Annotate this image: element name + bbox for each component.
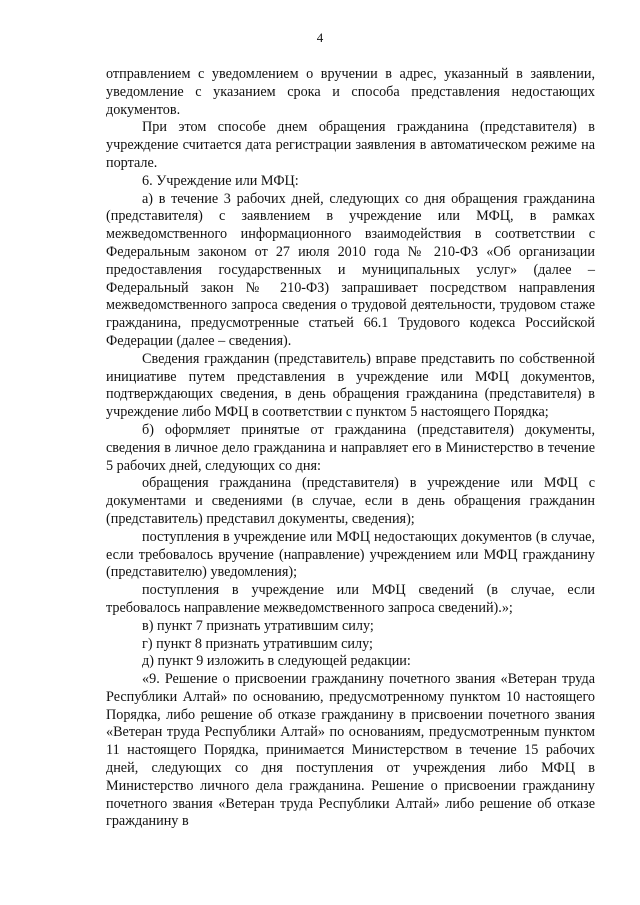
paragraph: отправлением с уведомлением о вручении в адрес, указанный в заявлении, уведомление с указанием срока и способа представления недостающих документов. xyxy=(106,66,595,118)
paragraph: поступления в учреждение или МФЦ недостающих документов (в случае, если требовалось вручение (направление) учреждением или МФЦ гражданину (представителю) уведомления); xyxy=(106,528,595,581)
paragraph: «9. Решение о присвоении гражданину почетного звания «Ветеран труда Республики Алтай» по основанию, предусмотренному пунктом 10 настоящего Порядка, либо решение об отказе гражданину в присвоении почетного звания «Ветеран труда Республики Алтай» по основаниям, предусмотренным пунктом 11 настоящего Порядка, принимается Министерством в течение 15 рабочих дней, следующих со дня поступления от учреждения либо МФЦ в Министерство личного дела гражданина. Решение о присвоении гражданину почетного звания «Ветеран труда Республики Алтай» либо решение об отказе гражданину в xyxy=(106,671,595,830)
paragraph: 6. Учреждение или МФЦ: xyxy=(142,172,299,189)
paragraph: поступления в учреждение или МФЦ сведений (в случае, если требовалось направление межведомственного запроса сведений).»; xyxy=(106,582,595,616)
paragraph: г) пункт 8 признать утратившим силу; xyxy=(142,635,373,652)
paragraph: д) пункт 9 изложить в следующей редакции: xyxy=(142,653,411,670)
paragraph: обращения гражданина (представителя) в учреждение или МФЦ с документами и сведениями (в случае, если в день обращения гражданин (представитель) представил документы, сведения); xyxy=(106,475,595,527)
paragraph: б) оформляет принятые от гражданина (представителя) документы, сведения в личное дело гражданина и направляет его в Министерство в течение 5 рабочих дней, следующих со дня: xyxy=(106,421,595,474)
page-number: 4 xyxy=(316,30,324,45)
paragraph: При этом способе днем обращения гражданина (представителя) в учреждение считается дата регистрации заявления в автоматическом режиме на портале. xyxy=(106,119,595,171)
document-body xyxy=(106,66,595,831)
paragraph: Сведения гражданин (представитель) вправе представить по собственной инициативе путем представления в учреждение или МФЦ документов, подтверждающих сведения, в день обращения гражданина (представителя) в учреждение либо МФЦ в соответствии с пунктом 5 настоящего Порядка; xyxy=(106,350,595,421)
paragraph: а) в течение 3 рабочих дней, следующих со дня обращения гражданина (представителя) с заявлением в учреждение или МФЦ, в рамках межведомственного информационного взаимодействия в соответствии с Федеральным законом от 27 июля 2010 года № 210-ФЗ «Об организации предоставления государственных и муниципальных услуг» (далее – Федеральный закон № 210-ФЗ) запрашивает посредством направления межведомственного запроса сведения о трудовой деятельности, трудовом стаже гражданина, предусмотренные статьей 66.1 Трудового кодекса Российской Федерации (далее – сведения). xyxy=(106,190,595,349)
paragraph: в) пункт 7 признать утратившим силу; xyxy=(142,617,374,634)
